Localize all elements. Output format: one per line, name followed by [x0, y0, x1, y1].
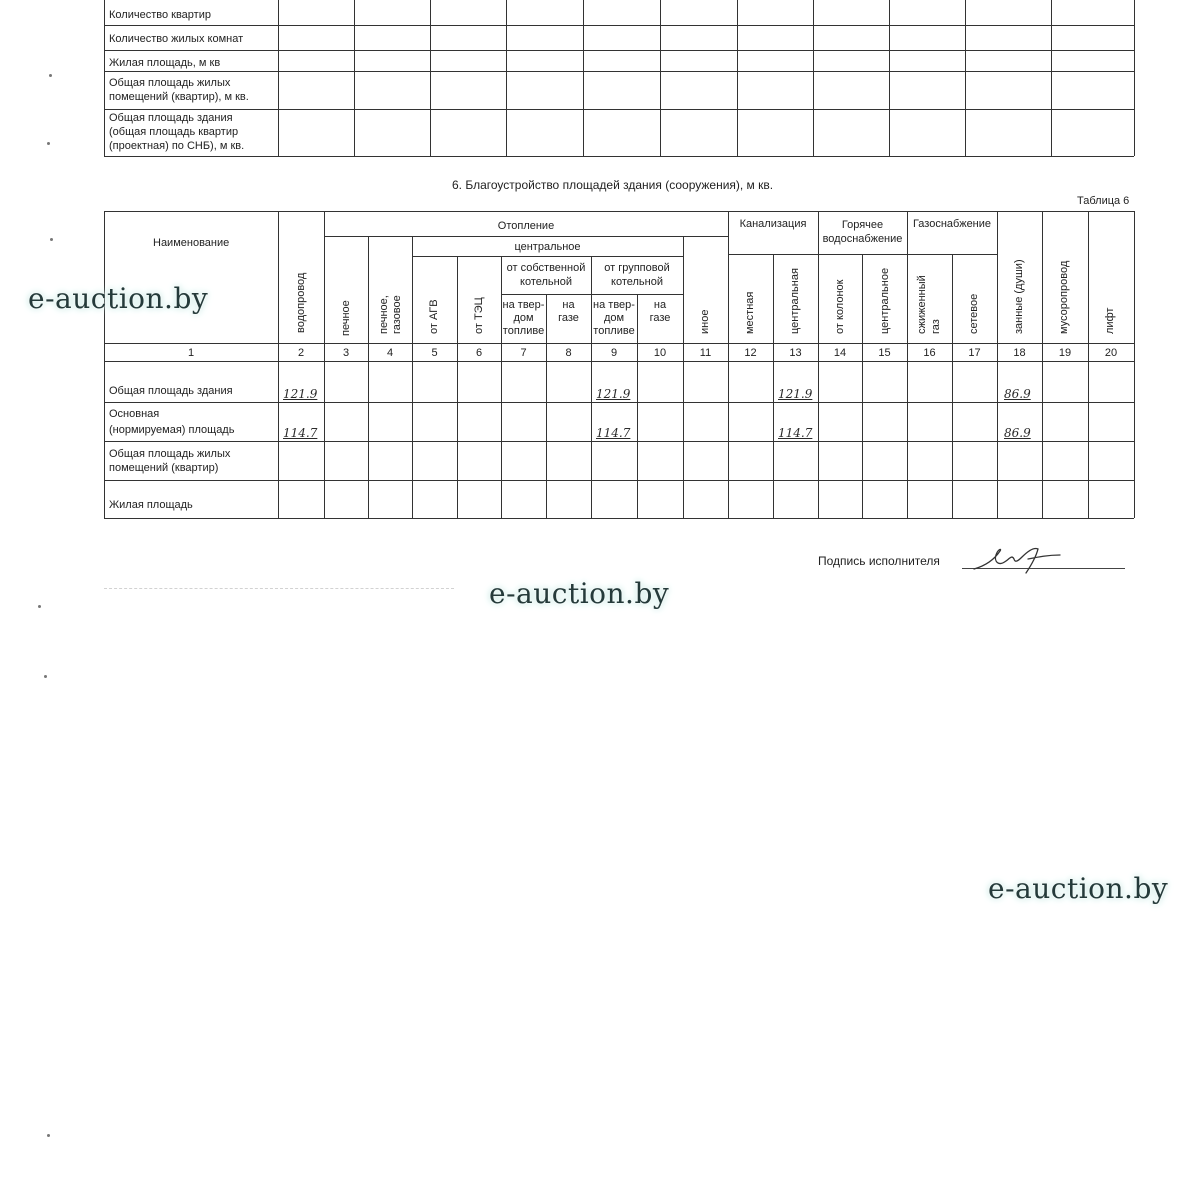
col-num-18: 18	[1013, 347, 1026, 359]
header-c9-line2: дом	[603, 312, 625, 324]
header-hw-columns: от колонок	[834, 279, 846, 334]
row-living-area-name: Жилая площадь	[109, 499, 193, 511]
watermark: e-auction.by	[988, 872, 1169, 905]
header-garbage-chute: мусоропровод	[1058, 260, 1070, 334]
scan-speck	[44, 675, 47, 678]
top-row-living-area: Жилая площадь, м кв	[109, 57, 221, 69]
header-vodoprovod: водопровод	[295, 272, 307, 333]
section-title: 6. Благоустройство площадей здания (сооружения), м кв.	[452, 178, 774, 192]
faint-divider	[104, 588, 454, 589]
top-row-total-living-line2: помещений (квартир), м кв.	[109, 91, 249, 103]
col-num-14: 14	[833, 347, 847, 359]
header-showers: занные (души)	[1013, 259, 1025, 334]
header-gas-liquefied-line2: газ	[930, 319, 942, 334]
row1-col9-value: 121.9	[596, 387, 631, 401]
signature-icon	[968, 543, 1068, 577]
col-num-4: 4	[386, 347, 394, 359]
col-num-6: 6	[475, 347, 483, 359]
col-num-20: 20	[1104, 347, 1118, 359]
row-main-area-name-line2: (нормируемая) площадь	[109, 424, 235, 436]
header-pechnoe: печное	[340, 300, 352, 336]
header-c8-line1: на	[562, 299, 575, 311]
col-num-9: 9	[610, 347, 618, 359]
watermark: e-auction.by	[489, 577, 670, 610]
header-sewer-local: местная	[744, 291, 756, 334]
header-c7-line1: на твер-	[502, 299, 545, 311]
header-pechnoe-gas-line2: газовое	[391, 295, 403, 334]
row2-col9-value: 114.7	[596, 426, 631, 440]
row-main-area-name-line1: Основная	[109, 408, 160, 420]
table-label: Таблица 6	[1077, 195, 1130, 207]
header-name: Наименование	[153, 237, 230, 249]
row-living-premises-name-line2: помещений (квартир)	[109, 462, 219, 474]
header-heating: Отопление	[497, 220, 555, 232]
header-own-boiler-line2: котельной	[520, 276, 572, 288]
row2-col13-value: 114.7	[778, 426, 813, 440]
top-row-flats: Количество квартир	[109, 9, 211, 21]
header-c8-line2: газе	[558, 312, 579, 324]
col-num-16: 16	[923, 347, 936, 359]
row1-col18-value: 86.9	[1004, 387, 1031, 401]
row1-col2-value: 121.9	[283, 387, 318, 401]
header-c7-line2: дом	[513, 312, 534, 324]
col-num-15: 15	[878, 347, 891, 359]
header-c10-line2: газе	[649, 312, 671, 324]
header-hot-water-line2: водоснабжение	[822, 233, 903, 245]
header-sewerage: Канализация	[739, 218, 807, 230]
col-num-1: 1	[187, 347, 195, 359]
header-c9-line1: на твер-	[593, 299, 635, 311]
header-c7-line3: топливе	[502, 325, 545, 337]
header-sewer-central: центральная	[789, 268, 801, 334]
top-row-building-line3: (проектная) по СНБ), м кв.	[109, 140, 245, 152]
header-central: центральное	[514, 241, 581, 253]
header-c10-line1: на	[653, 299, 667, 311]
scan-speck	[49, 74, 52, 77]
col-num-3: 3	[342, 347, 350, 359]
col-num-19: 19	[1058, 347, 1072, 359]
header-gas-liquefied-line1: сжиженный	[916, 275, 928, 334]
top-row-building-line1: Общая площадь здания	[109, 112, 233, 124]
row-total-area-name: Общая площадь здания	[109, 385, 233, 397]
header-hot-water-line1: Горячее	[841, 219, 884, 231]
col-num-17: 17	[968, 347, 981, 359]
header-ot-tec: от ТЭЦ	[473, 297, 485, 334]
col-num-7: 7	[520, 347, 527, 359]
top-row-building-line2: (общая площадь квартир	[109, 126, 239, 138]
header-lift: лифт	[1104, 307, 1116, 334]
col-num-8: 8	[565, 347, 572, 359]
scan-speck	[47, 1134, 50, 1137]
header-group-boiler-line1: от групповой	[604, 262, 670, 274]
scan-speck	[47, 142, 50, 145]
col-num-13: 13	[789, 347, 802, 359]
header-c9-line3: топливе	[593, 325, 635, 337]
header-gas-network: сетевое	[968, 293, 980, 334]
col-num-2: 2	[297, 347, 305, 359]
row-living-premises-name-line1: Общая площадь жилых	[109, 448, 231, 460]
watermark: e-auction.by	[28, 282, 209, 315]
scan-speck	[50, 238, 53, 241]
header-group-boiler-line2: котельной	[611, 276, 663, 288]
top-row-rooms: Количество жилых комнат	[109, 33, 244, 45]
row2-col18-value: 86.9	[1004, 426, 1031, 440]
header-pechnoe-gas-line1: печное,	[378, 295, 390, 334]
header-own-boiler-line1: от собственной	[506, 262, 586, 274]
col-num-5: 5	[431, 347, 438, 359]
signature-label: Подпись исполнителя	[818, 554, 940, 568]
header-hw-central: центральное	[879, 267, 891, 334]
row2-col2-value: 114.7	[283, 426, 318, 440]
top-row-total-living-line1: Общая площадь жилых	[109, 77, 231, 89]
col-num-12: 12	[744, 347, 757, 359]
header-inoe: иное	[699, 309, 711, 334]
header-gas-supply: Газоснабжение	[912, 218, 992, 230]
row1-col13-value: 121.9	[778, 387, 813, 401]
col-num-10: 10	[653, 347, 667, 359]
col-num-11: 11	[699, 347, 712, 359]
header-ot-agv: от АГВ	[428, 299, 440, 334]
scan-speck	[38, 605, 41, 608]
